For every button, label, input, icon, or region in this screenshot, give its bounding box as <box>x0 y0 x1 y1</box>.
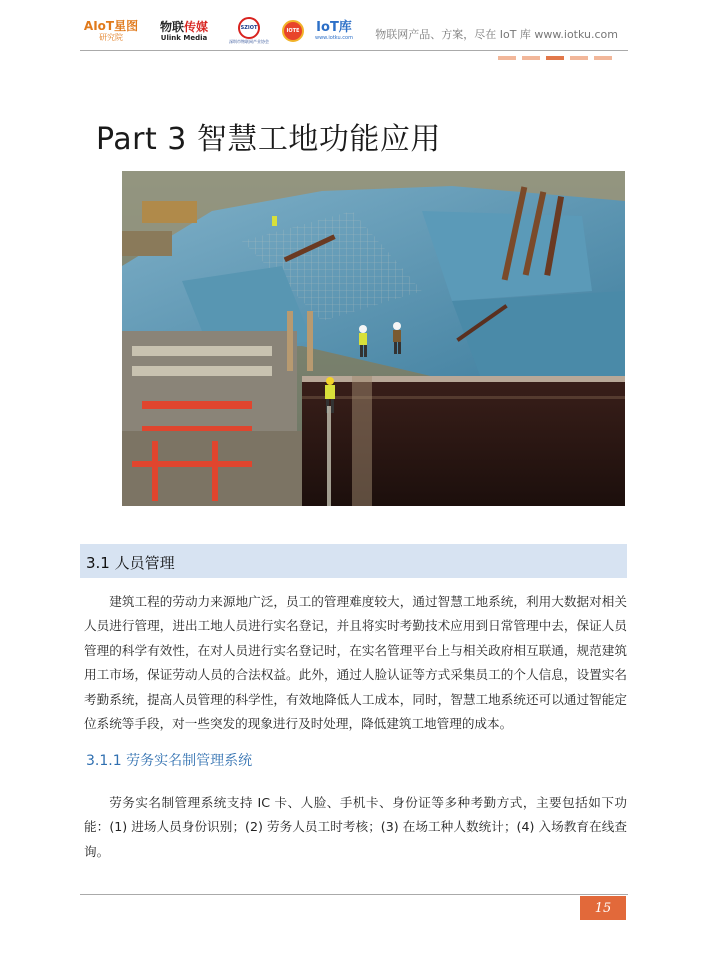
section-heading: 3.1 人员管理 <box>86 554 175 572</box>
dash-mark <box>546 56 564 60</box>
sziot-logo-caption: 深圳市物联网产业协会 <box>229 39 269 44</box>
dash-mark <box>498 56 516 60</box>
iote-logo-text: IOTE <box>286 28 300 34</box>
ulink-logo-text-b: 传媒 <box>184 19 209 34</box>
dash-mark <box>570 56 588 60</box>
sziot-logo-mark-text: SZIOT <box>240 25 258 31</box>
section-body <box>84 590 627 736</box>
ulink-media-logo <box>152 15 216 47</box>
section-paragraph: 建筑工程的劳动力来源地广泛，员工的管理难度较大，通过智慧工地系统，利用大数据对相关人员进行管理，进出工地人员进行实名登记，并且将实时考勤技术应用到日常管理中去，保证人员管理的科学有效性，在对人员进行实名登记时，在实名管理平台上与相关政府相互联通，规范建筑用工市场，保证劳动人员的合法权益。此外，通过人脸认证等方式采集员工的个人信息，设置实名考勤系统，提高人员管理的科学性，有效地降低人工成本，同时，智慧工地系统还可以通过智能定位系统等手段，对一些突发的现象进行及时处理，降低建筑工地管理的成本。 <box>84 594 627 732</box>
page-number: 15 <box>594 900 612 916</box>
dash-mark <box>594 56 612 60</box>
page-title: Part 3 智慧工地功能应用 <box>96 122 441 157</box>
construction-site-photo <box>122 171 625 506</box>
header-tagline: 物联网产品、方案，尽在 IoT 库 www.iotku.com <box>375 28 618 41</box>
header-divider <box>80 50 628 51</box>
aiot-logo-text: AIoT星图 <box>83 18 139 33</box>
dash-mark <box>522 56 540 60</box>
aiot-logo-subtext: 研究院 <box>99 32 123 42</box>
iote-logo <box>282 15 304 47</box>
iotku-logo-url: www.iotku.com <box>315 34 353 41</box>
subsection-heading: 3.1.1 劳务实名制管理系统 <box>86 753 253 769</box>
page-number-badge <box>580 896 626 920</box>
footer-divider <box>80 894 628 895</box>
ulink-logo-subtext: Ulink Media <box>160 33 208 42</box>
sziot-logo <box>226 15 272 47</box>
aiot-logo <box>80 15 142 47</box>
ulink-logo-text-a: 物联 <box>159 19 184 34</box>
ulink-logo-text <box>160 20 208 34</box>
header-dash-decoration <box>498 56 612 60</box>
iote-ring-icon <box>282 20 304 42</box>
subsection-paragraph: 劳务实名制管理系统支持 IC 卡、人脸、手机卡、身份证等多种考勤方式，主要包括如下功能：(1) 进场人员身份识别；(2) 劳务人员工时考核；(3) 在场工种人数统计；(4) 入场教育在线查询。 <box>84 795 627 859</box>
sziot-logo-mark <box>238 17 260 39</box>
subsection-body <box>84 791 627 864</box>
iotku-logo-text: IoT库 <box>316 19 352 35</box>
iotku-logo <box>314 15 354 47</box>
header-logos <box>80 14 354 48</box>
